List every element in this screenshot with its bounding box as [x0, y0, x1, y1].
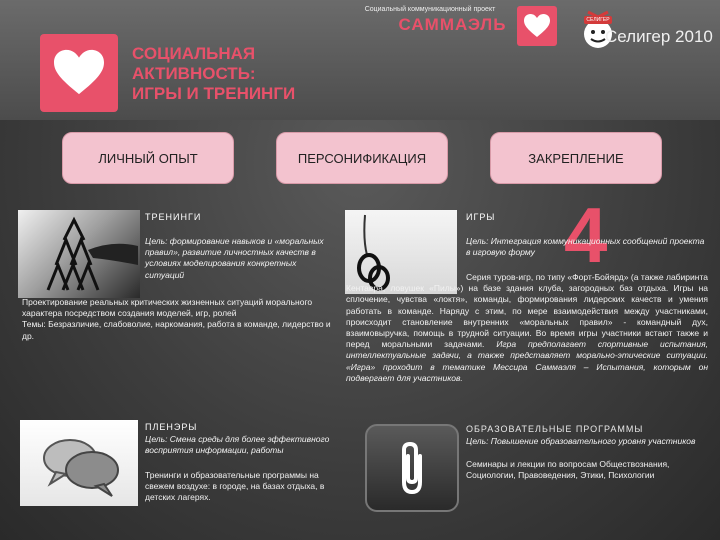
games-goal: Цель: Интеграция коммуникационных сообщений проекта в игровую форму — [466, 236, 705, 258]
paperclip-icon — [392, 438, 432, 498]
games-desc-italic: Игра предполагает спортивные испытания, интеллектуальные задачи, а также представляет морально-этические ситуации. «Игра» проходит в тематике Мессира Саммаэля – Испытания, которым он подвергает для участников. — [346, 339, 708, 383]
page-title — [132, 44, 352, 104]
plenary-title: ПЛЕНЭРЫ — [145, 422, 198, 432]
tab-consolidation[interactable]: ЗАКРЕПЛЕНИЕ — [490, 132, 662, 184]
heart-icon — [523, 13, 551, 39]
project-caption: Социальный коммуникационный проект — [364, 6, 496, 13]
trainings-photo — [18, 210, 140, 298]
trainings-title: ТРЕНИНГИ — [145, 212, 202, 222]
card-house-icon — [18, 210, 140, 298]
event-badge: СЕЛИГЕР — [586, 17, 610, 23]
trainings-description — [22, 297, 337, 342]
games-desc-text: Серия туров-игр, по типу «Форт-Бойярд» (а также лабиринта Кентавра, ловушек «Пилы») на базе здания клуба, загородных баз отдыха. Игры на сплочение, чувства «локтя», команды, формирования лидерских качеств и умения работать в команде. Наряду с этим, по мере взаимодействия между участниками, происходит становление внутренних «моральных правил» - командный дух, взаимовыручка, помощь в трудной ситуации. Во время игры участники встают также и перед моральными задачами. — [346, 272, 708, 350]
education-title: ОБРАЗОВАТЕЛЬНЫЕ ПРОГРАММЫ — [466, 424, 644, 434]
title-line: АКТИВНОСТЬ: — [132, 64, 256, 83]
title-line: ИГРЫ И ТРЕНИНГИ — [132, 84, 296, 103]
event-name: Селигер 2010 — [605, 27, 713, 46]
games-description — [346, 272, 708, 384]
trainings-themes: Темы: Безразличие, слабоволие, наркомания, работа в команде, лидерство и др. — [22, 319, 331, 341]
step-number: 4 — [564, 191, 608, 279]
education-goal: Цель: Повышение образовательного уровня участников — [466, 436, 696, 446]
chat-bubbles-icon — [20, 420, 138, 506]
tab-personification[interactable]: ПЕРСОНИФИКАЦИЯ — [276, 132, 448, 184]
heart-icon — [52, 48, 106, 98]
project-name: САММАЭЛЬ — [398, 15, 507, 34]
education-icon-box — [365, 424, 459, 512]
games-title: ИГРЫ — [466, 212, 496, 222]
trainings-goal: Цель: формирование навыков и «моральных правил», развитие личностных качеств в условиях моделирования конкретных ситуаций — [145, 236, 324, 280]
plenary-goal: Цель: Смена среды для более эффективного восприятия информации, работы — [145, 434, 330, 456]
title-line: СОЦИАЛЬНАЯ — [132, 44, 256, 63]
trainings-desc-text: Проектирование реальных критических жизненных ситуаций морального характера посредством создания моделей, игр, ролей — [22, 297, 313, 319]
education-description: Семинары и лекции по вопросам Обществознания, Социологии, Правоведения, Этики, Психологии — [466, 459, 670, 481]
project-logo — [517, 6, 557, 46]
plenary-photo — [20, 420, 138, 506]
main-logo — [40, 34, 118, 112]
tab-personal-experience[interactable]: ЛИЧНЫЙ ОПЫТ — [62, 132, 234, 184]
plenary-description: Тренинги и образовательные программы на свежем воздухе: в городе, на базах отдыха, в детских лагерях. — [145, 470, 325, 503]
